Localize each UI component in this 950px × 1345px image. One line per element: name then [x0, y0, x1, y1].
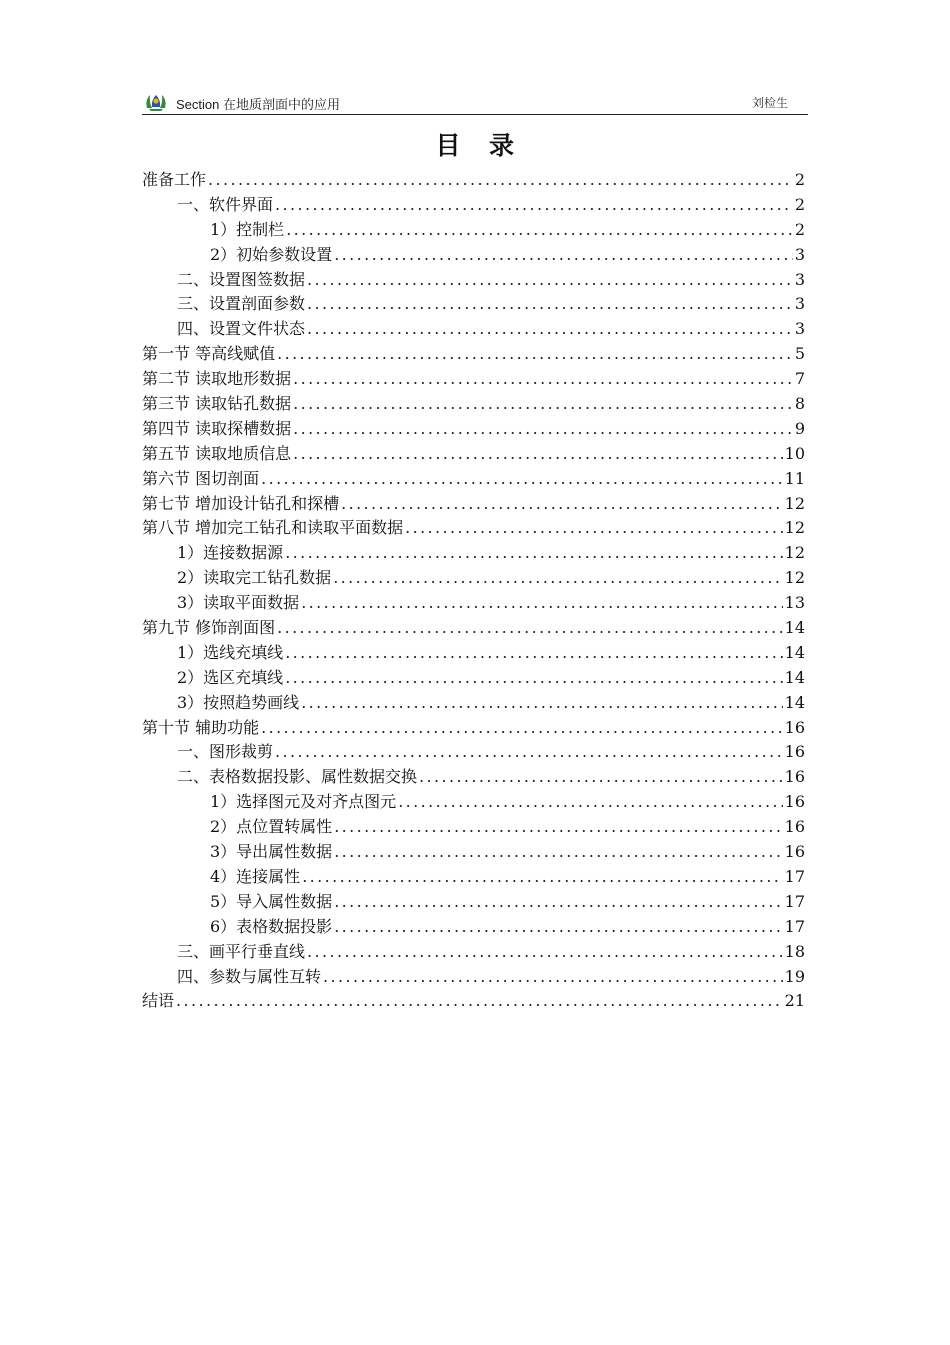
toc-entry-title: 准备工作 — [142, 170, 207, 189]
toc-entry[interactable] — [142, 865, 805, 890]
toc-entry[interactable] — [142, 467, 805, 492]
toc-entry-title: 三、画平行垂直线 — [177, 941, 306, 961]
toc-page-number: 18 — [784, 941, 805, 961]
toc-page-number: 12 — [784, 543, 805, 563]
toc-entry-title: 3）导出属性数据 — [210, 842, 333, 862]
toc-page-number: 14 — [784, 618, 805, 638]
toc-entry[interactable] — [142, 492, 805, 517]
toc-leader-dots — [333, 566, 782, 591]
table-of-contents — [142, 168, 805, 1014]
toc-leader-dots — [334, 915, 782, 940]
toc-entry-title: 第六节 图切剖面 — [142, 468, 260, 488]
toc-page-number: 2 — [794, 194, 805, 214]
toc-page-number: 3 — [794, 294, 805, 314]
toc-entry-title: 3）读取平面数据 — [177, 593, 300, 613]
toc-leader-dots — [275, 740, 783, 765]
toc-page-number: 12 — [784, 493, 805, 513]
toc-leader-dots — [208, 168, 793, 193]
toc-entry[interactable] — [142, 691, 805, 716]
toc-page-number: 21 — [784, 991, 805, 1011]
toc-leader-dots — [398, 790, 782, 815]
toc-page-number: 16 — [784, 717, 805, 737]
toc-page-number: 3 — [794, 244, 805, 264]
toc-page-number: 17 — [784, 866, 805, 886]
toc-leader-dots — [307, 268, 793, 293]
toc-page-number: 13 — [784, 593, 805, 613]
toc-entry-title: 2）选区充填线 — [177, 667, 284, 687]
toc-leader-dots — [334, 890, 782, 915]
toc-entry[interactable] — [142, 268, 805, 293]
toc-leader-dots — [277, 342, 793, 367]
toc-leader-dots — [323, 965, 783, 990]
toc-entry-title: 3）按照趋势画线 — [177, 692, 300, 712]
toc-entry-title: 1）控制栏 — [210, 219, 285, 239]
toc-entry[interactable] — [142, 292, 805, 317]
toc-entry[interactable] — [142, 541, 805, 566]
toc-leader-dots — [293, 417, 793, 442]
toc-entry[interactable] — [142, 989, 805, 1014]
toc-entry-title: 4）连接属性 — [210, 866, 301, 886]
toc-entry[interactable] — [142, 890, 805, 915]
toc-entry[interactable] — [142, 243, 805, 268]
toc-leader-dots — [334, 243, 793, 268]
emblem-icon — [144, 92, 168, 112]
toc-leader-dots — [261, 716, 783, 741]
toc-leader-dots — [285, 641, 782, 666]
toc-leader-dots — [277, 616, 783, 641]
toc-entry-title: 第七节 增加设计钻孔和探槽 — [142, 493, 340, 513]
toc-entry[interactable] — [142, 367, 805, 392]
toc-page-number: 2 — [794, 219, 805, 239]
page-header — [142, 90, 808, 115]
toc-page-number: 16 — [784, 767, 805, 787]
toc-leader-dots — [405, 516, 783, 541]
toc-entry[interactable] — [142, 168, 805, 193]
toc-entry[interactable] — [142, 442, 805, 467]
toc-entry[interactable] — [142, 940, 805, 965]
toc-title-char-1: 目 — [435, 131, 461, 160]
toc-leader-dots — [334, 815, 782, 840]
header-title: Section 在地质剖面中的应用 — [176, 97, 340, 112]
toc-entry-title: 第三节 读取钻孔数据 — [142, 394, 292, 414]
toc-leader-dots — [275, 193, 793, 218]
toc-page-number: 14 — [784, 642, 805, 662]
toc-entry[interactable] — [142, 218, 805, 243]
toc-entry-title: 第八节 增加完工钻孔和读取平面数据 — [142, 518, 404, 538]
toc-entry-title: 第二节 读取地形数据 — [142, 369, 292, 389]
toc-page-number: 3 — [794, 319, 805, 339]
toc-entry[interactable] — [142, 716, 805, 741]
toc-leader-dots — [293, 442, 783, 467]
toc-entry-title: 二、设置图签数据 — [177, 269, 306, 289]
toc-entry-title: 2）读取完工钻孔数据 — [177, 568, 332, 588]
toc-page-number: 9 — [794, 418, 805, 438]
toc-entry[interactable] — [142, 790, 805, 815]
toc-entry[interactable] — [142, 342, 805, 367]
toc-title — [0, 126, 950, 162]
toc-entry-title: 1）选择图元及对齐点图元 — [210, 792, 397, 812]
toc-entry-title: 四、参数与属性互转 — [177, 966, 322, 986]
toc-entry-title: 四、设置文件状态 — [177, 319, 306, 339]
toc-leader-dots — [261, 467, 783, 492]
toc-entry[interactable] — [142, 193, 805, 218]
toc-page-number: 12 — [784, 518, 805, 538]
toc-entry[interactable] — [142, 666, 805, 691]
toc-entry[interactable] — [142, 765, 805, 790]
toc-entry-title: 二、表格数据投影、属性数据交换 — [177, 767, 418, 787]
toc-leader-dots — [286, 218, 793, 243]
toc-leader-dots — [302, 865, 782, 890]
toc-entry-title: 第五节 读取地质信息 — [142, 443, 292, 463]
toc-page-number: 16 — [784, 842, 805, 862]
toc-page-number: 17 — [784, 891, 805, 911]
toc-page-number: 11 — [784, 468, 805, 488]
toc-entry[interactable] — [142, 815, 805, 840]
toc-entry[interactable] — [142, 840, 805, 865]
toc-page-number: 8 — [794, 394, 805, 414]
toc-entry[interactable] — [142, 392, 805, 417]
toc-entry-title: 结语 — [142, 991, 175, 1011]
toc-entry-title: 1）选线充填线 — [177, 642, 284, 662]
toc-page-number: 16 — [784, 742, 805, 762]
toc-leader-dots — [301, 691, 782, 716]
toc-entry[interactable] — [142, 616, 805, 641]
toc-leader-dots — [301, 591, 782, 616]
toc-title-char-2: 录 — [489, 131, 515, 160]
toc-page-number: 7 — [794, 369, 805, 389]
toc-page-number: 17 — [784, 916, 805, 936]
toc-page-number: 3 — [794, 269, 805, 289]
header-author: 刘检生 — [751, 96, 788, 110]
toc-entry-title: 2）点位置转属性 — [210, 817, 333, 837]
toc-page-number: 14 — [784, 667, 805, 687]
toc-entry[interactable] — [142, 317, 805, 342]
toc-entry[interactable] — [142, 740, 805, 765]
toc-entry[interactable] — [142, 591, 805, 616]
toc-page-number: 12 — [784, 568, 805, 588]
toc-entry[interactable] — [142, 516, 805, 541]
toc-entry-title: 第四节 读取探槽数据 — [142, 418, 292, 438]
toc-page-number: 10 — [784, 443, 805, 463]
toc-page-number: 19 — [784, 966, 805, 986]
toc-leader-dots — [341, 492, 783, 517]
toc-page-number: 16 — [784, 817, 805, 837]
toc-entry[interactable] — [142, 915, 805, 940]
toc-leader-dots — [285, 541, 782, 566]
toc-leader-dots — [307, 292, 793, 317]
toc-entry-title: 1）连接数据源 — [177, 543, 284, 563]
toc-entry[interactable] — [142, 641, 805, 666]
toc-leader-dots — [293, 392, 793, 417]
toc-leader-dots — [307, 940, 783, 965]
toc-entry[interactable] — [142, 965, 805, 990]
toc-leader-dots — [307, 317, 793, 342]
toc-leader-dots — [285, 666, 782, 691]
toc-page-number: 2 — [794, 170, 805, 189]
toc-entry-title: 6）表格数据投影 — [210, 916, 333, 936]
toc-leader-dots — [176, 989, 783, 1014]
toc-page-number: 16 — [784, 792, 805, 812]
toc-leader-dots — [419, 765, 783, 790]
toc-page-number: 14 — [784, 692, 805, 712]
toc-entry-title: 第九节 修饰剖面图 — [142, 618, 276, 638]
toc-entry-title: 第一节 等高线赋值 — [142, 344, 276, 364]
toc-entry-title: 一、软件界面 — [177, 194, 274, 214]
toc-leader-dots — [334, 840, 782, 865]
toc-entry-title: 第十节 辅助功能 — [142, 717, 260, 737]
toc-entry-title: 2）初始参数设置 — [210, 244, 333, 264]
toc-page-number: 5 — [794, 344, 805, 364]
toc-entry-title: 三、设置剖面参数 — [177, 294, 306, 314]
toc-leader-dots — [293, 367, 793, 392]
toc-entry-title: 一、图形裁剪 — [177, 742, 274, 762]
toc-entry[interactable] — [142, 417, 805, 442]
toc-entry[interactable] — [142, 566, 805, 591]
toc-entry-title: 5）导入属性数据 — [210, 891, 333, 911]
